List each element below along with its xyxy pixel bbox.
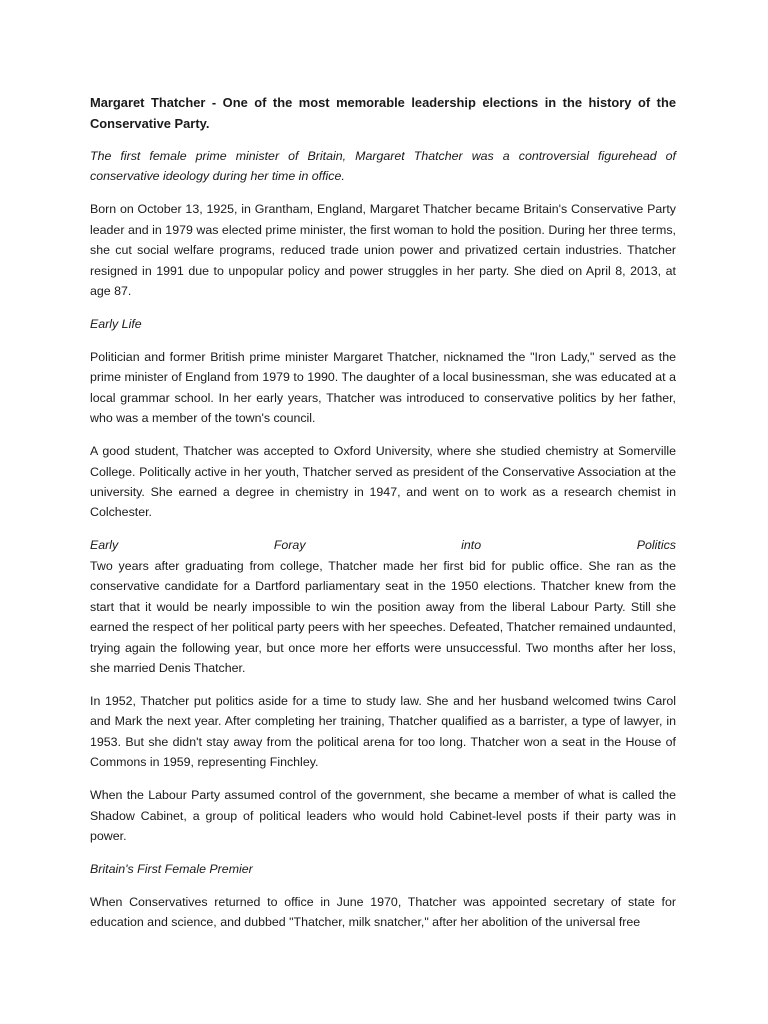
politics-paragraph-1: Two years after graduating from college, Thatcher made her first bid for public office. She ran as the conservative candidate for a Dartford parliamentary seat in the 1950 elections. Thatcher knew from the start that it would be nearly impossible to win the position away from the liberal Labour Party. Still she earned the respect of her political party peers with her speeches. Defeated, Thatcher remained undaunted, trying again the following year, but once more her efforts were unsuccessful. Two months after her loss, she married Denis Thatcher. [90,558,676,675]
politics-heading [90,535,676,555]
summary-paragraph: Born on October 13, 1925, in Grantham, England, Margaret Thatcher became Britain's Conservative Party leader and in 1979 was elected prime minister, the first woman to hold the position. During her three terms, she cut social welfare programs, reduced trade union power and privatized certain industries. Thatcher resigned in 1991 due to unpopular policy and power struggles in her party. She died on April 8, 2013, at age 87. [90,202,676,299]
document-page [90,92,676,945]
politics-heading-word: Politics [636,538,676,553]
politics-heading-word: Early [90,538,119,553]
premier-heading: Britain's First Female Premier [90,861,253,876]
document-title: Margaret Thatcher - One of the most memorable leadership elections in the history of the Conservative Party. [90,95,676,131]
early-life-paragraph-1: Politician and former British prime minister Margaret Thatcher, nicknamed the "Iron Lady," served as the prime minister of England from 1979 to 1990. The daughter of a local businessman, she was educated at a local grammar school. In her early years, Thatcher was introduced to conservative politics by her father, who was a member of the town's council. [90,350,676,426]
intro-paragraph: The first female prime minister of Britain, Margaret Thatcher was a controversial figurehead of conservative ideology during her time in office. [90,149,676,184]
politics-heading-word: into [461,538,482,553]
politics-paragraph-2: In 1952, Thatcher put politics aside for a time to study law. She and her husband welcomed twins Carol and Mark the next year. After completing her training, Thatcher qualified as a barrister, a type of lawyer, in 1953. But she didn't stay away from the political arena for too long. Thatcher won a seat in the House of Commons in 1959, representing Finchley. [90,693,676,770]
early-life-paragraph-2: A good student, Thatcher was accepted to Oxford University, where she studied chemistry at Somerville College. Politically active in her youth, Thatcher served as president of the Conservative Association at the university. She earned a degree in chemistry in 1947, and went on to work as a research chemist in Colchester. [90,444,676,520]
politics-paragraph-3: When the Labour Party assumed control of the government, she became a member of what is called the Shadow Cabinet, a group of political leaders who would hold Cabinet-level posts if their party was in power. [90,788,676,843]
politics-heading-word: Foray [273,538,306,553]
early-life-heading: Early Life [90,317,142,332]
premier-paragraph-1: When Conservatives returned to office in June 1970, Thatcher was appointed secretary of state for education and science, and dubbed "Thatcher, milk snatcher," after her abolition of the universal free [90,894,676,930]
